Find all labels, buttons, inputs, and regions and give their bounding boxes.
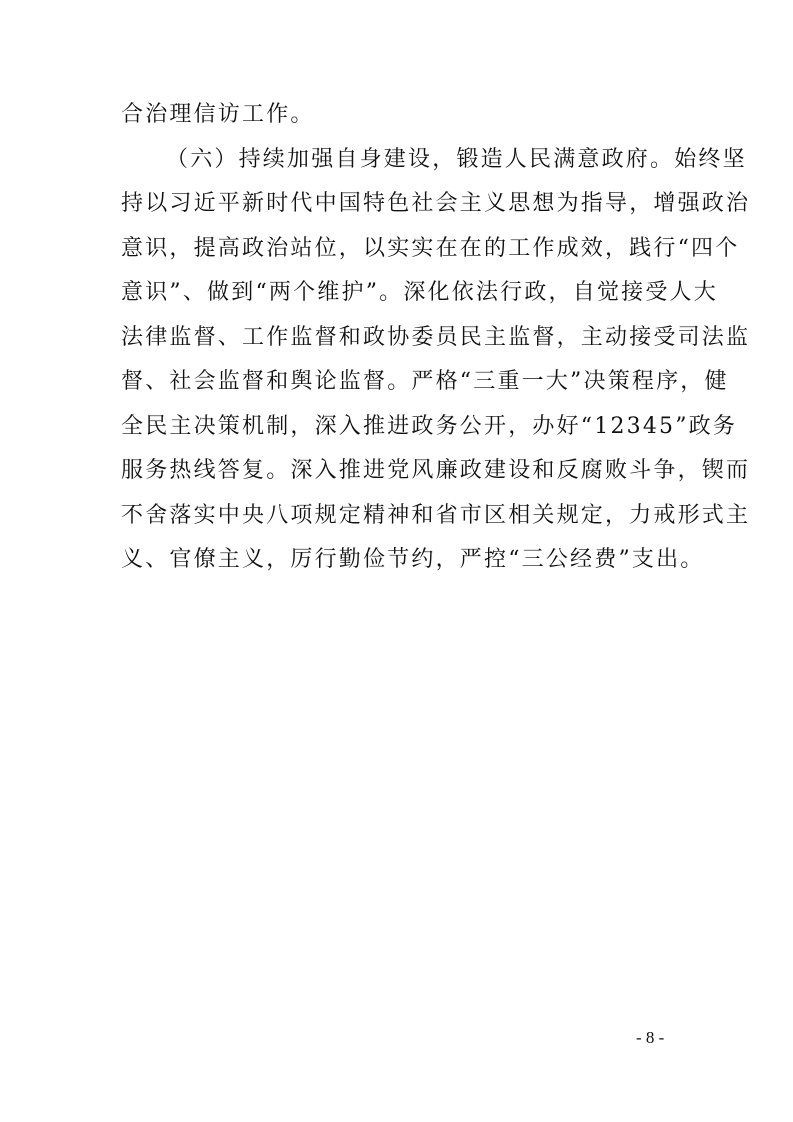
paragraph-line: 全民主决策机制，深入推进政务公开，办好“12345”政务 [121, 414, 738, 439]
paragraph-line: 义、官僚主义，厉行勤俭节约，严控“三公经费”支出。 [121, 547, 705, 572]
paragraph-line: 意识”、做到“两个维护”。深化依法行政，自觉接受人大 [121, 280, 718, 305]
paragraph-line: 持以习近平新时代中国特色社会主义思想为指导，增强政治 [121, 191, 751, 216]
paragraph-line: 督、社会监督和舆论监督。严格“三重一大”决策程序，健 [121, 369, 729, 394]
page-number: - 8 - [636, 1028, 665, 1047]
paragraph-line: （六）持续加强自身建设，锻造人民满意政府。始终坚 [166, 147, 747, 172]
paragraph-line: 意识，提高政治站位，以实实在在的工作成效，践行“四个 [121, 236, 740, 261]
paragraph-line: 服务热线答复。深入推进党风廉政建设和反腐败斗争，锲而 [121, 458, 751, 483]
paragraph-line: 合治理信访工作。 [121, 102, 315, 127]
paragraph-line: 法律监督、工作监督和政协委员民主监督，主动接受司法监 [121, 325, 751, 350]
paragraph-line: 不舍落实中央八项规定精神和省市区相关规定，力戒形式主 [121, 503, 751, 528]
